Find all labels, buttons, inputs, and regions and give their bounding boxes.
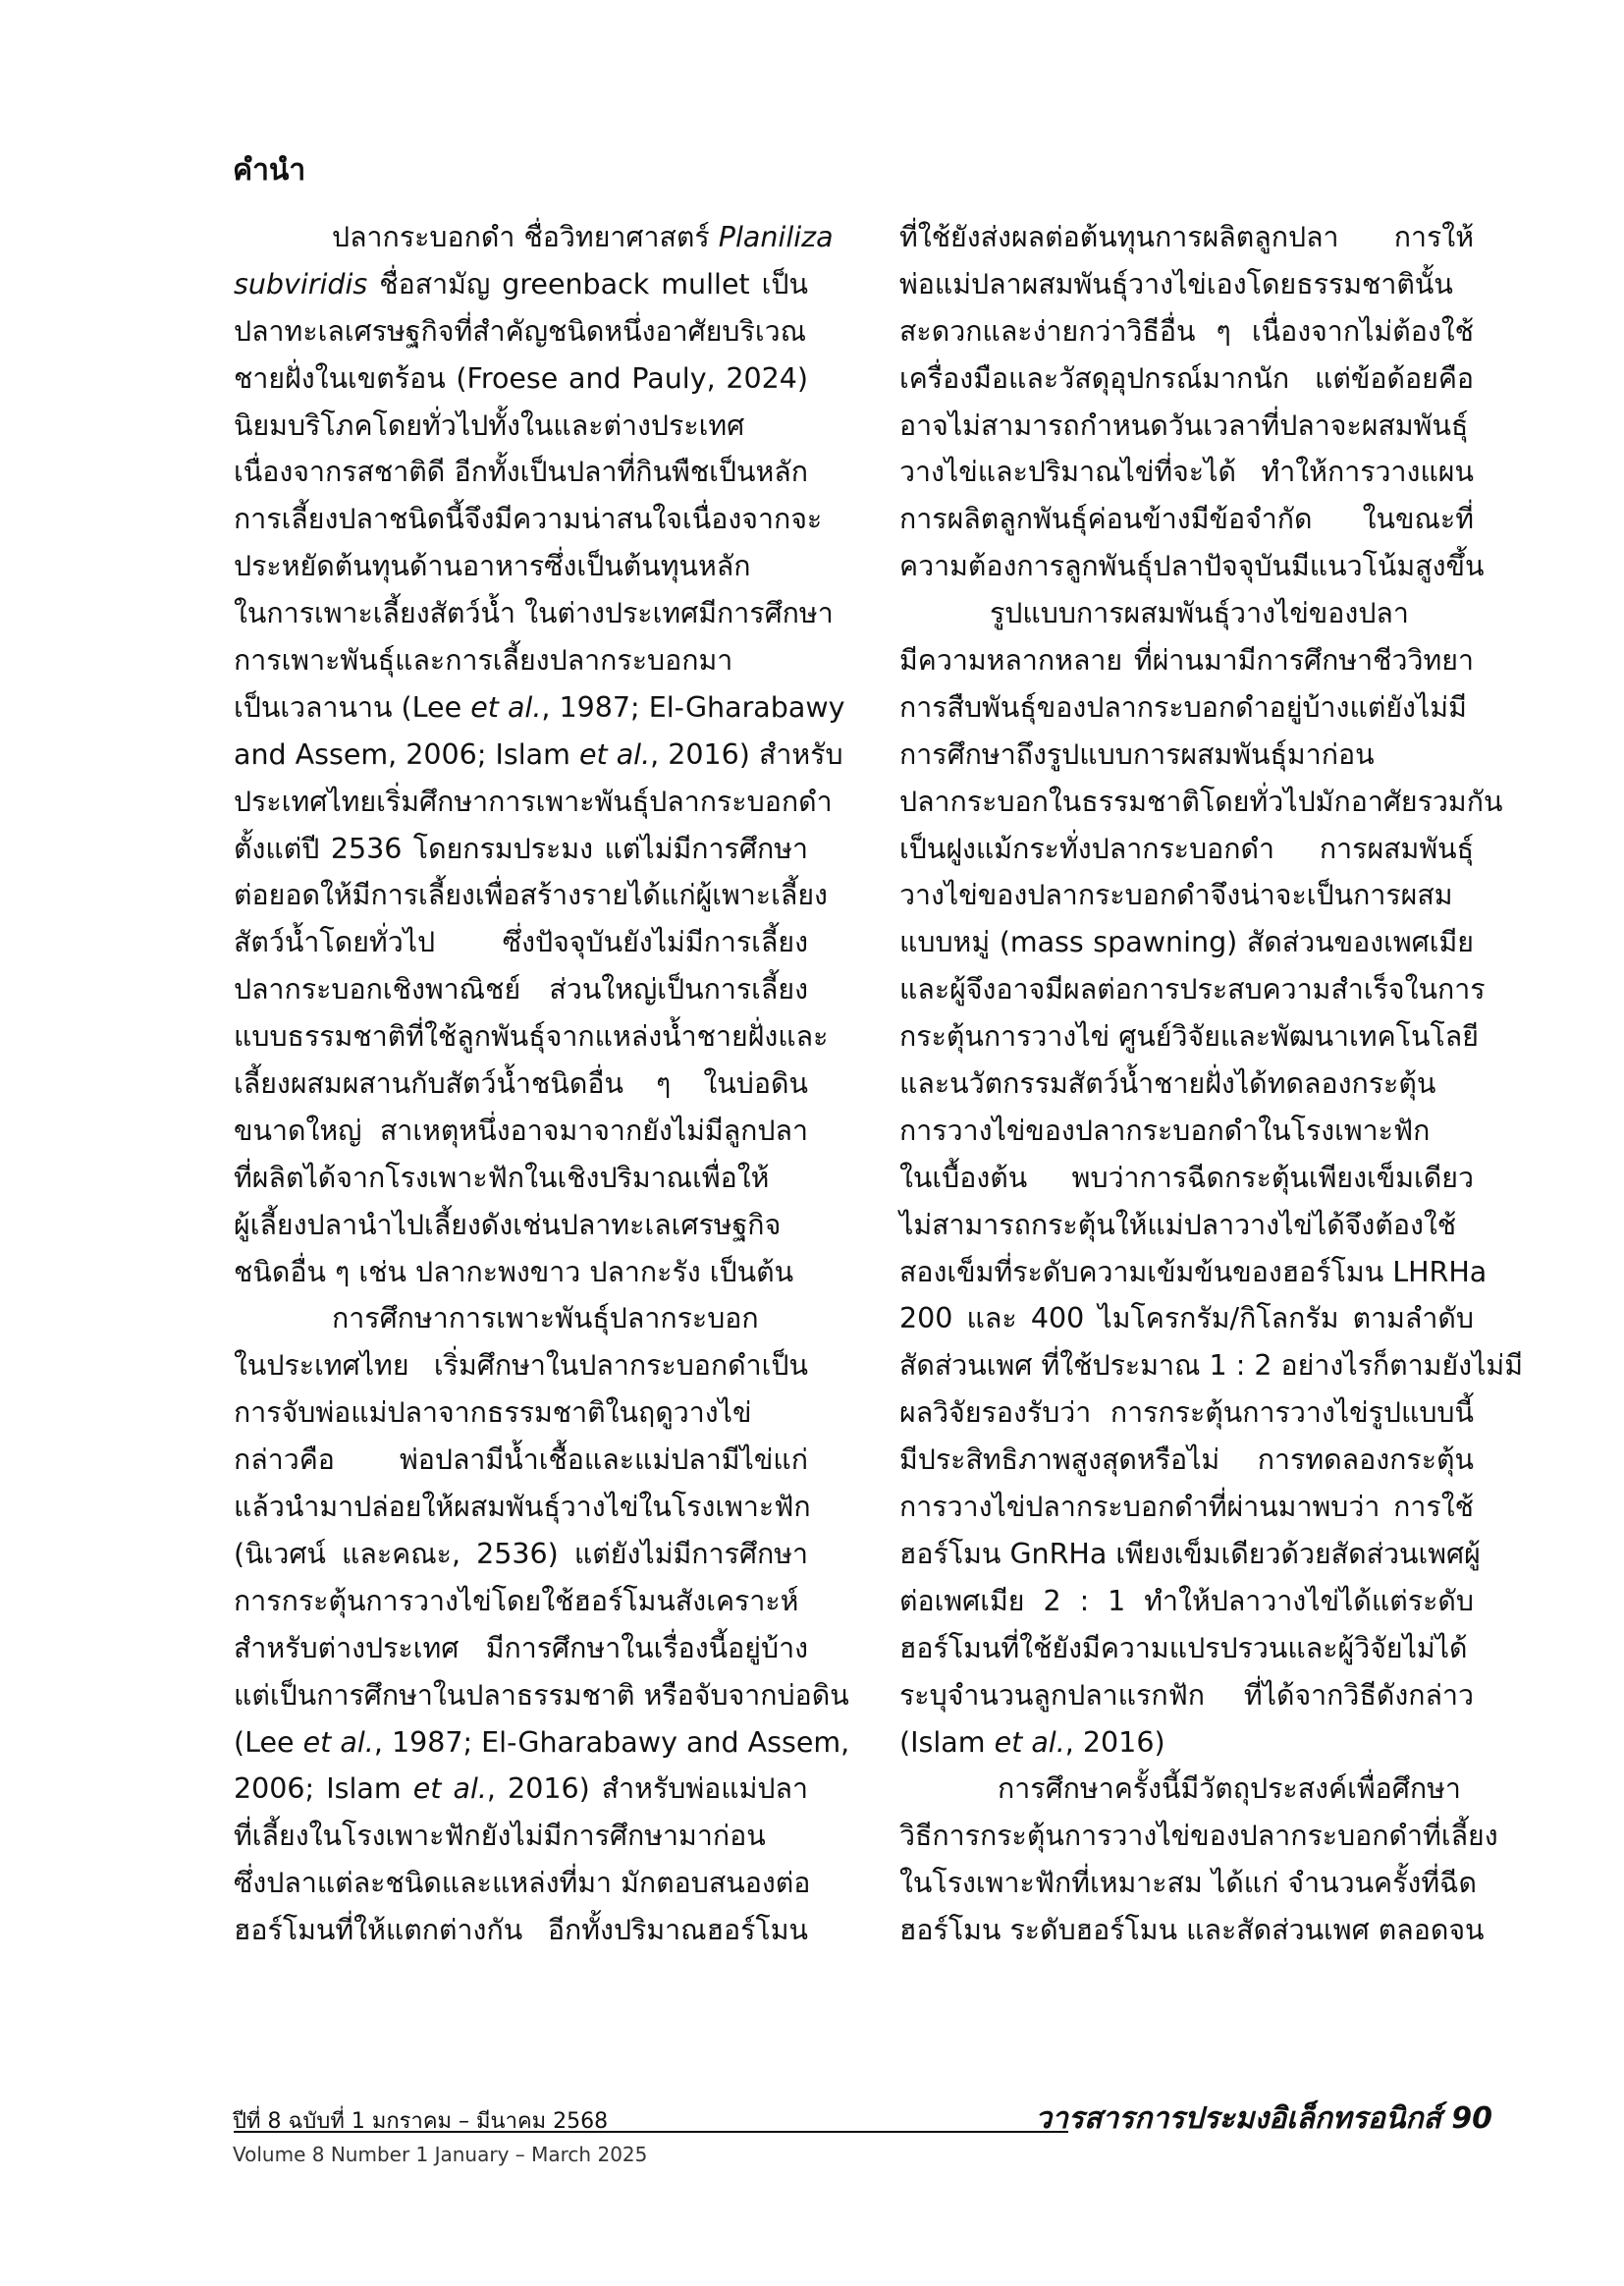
text-segment: การสืบพันธุ์ของปลากระบอกดำอยู่บ้างแต่ยังไม่มี	[899, 690, 1467, 724]
text-segment: ที่ใช้ยังส่งผลต่อต้นทุนการผลิตลูกปลา การให้	[899, 221, 1474, 253]
text-segment: ฮอร์โมน ระดับฮอร์โมน และสัดส่วนเพศ ตลอดจน	[899, 1914, 1485, 1947]
text-line	[234, 590, 834, 637]
text-line	[234, 637, 808, 684]
text-segment: ในประเทศไทย เริ่มศึกษาในปลากระบอกดำเป็น	[234, 1349, 808, 1383]
footer-issue-thai: ปีที่ 8 ฉบับที่ 1 มกราคม – มีนาคม 2568	[233, 2109, 609, 2134]
text-line	[234, 1155, 808, 1202]
text-segment: เลี้ยงผสมผสานกับสัตว์น้ำชนิดอื่น ๆ ในบ่อดิน	[234, 1067, 808, 1101]
text-line	[899, 590, 1474, 637]
text-line	[234, 1625, 808, 1672]
text-segment: สองเข็มที่ระดับความเข้มข้นของฮอร์โมน LHRHa	[899, 1255, 1488, 1288]
text-line	[899, 308, 1474, 355]
text-line	[234, 1295, 808, 1342]
text-line	[234, 872, 828, 919]
text-segment: ชายฝั่งในเขตร้อน (Froese and Pauly, 2024)	[234, 361, 808, 395]
text-line	[234, 403, 808, 450]
text-line	[234, 919, 808, 966]
footer-journal-title-page: วารสารการประมงอิเล็กทรอนิกส์ 90	[1035, 2101, 1492, 2136]
text-segment: ต่อยอดให้มีการเลี้ยงเพื่อสร้างรายได้แก่ผู้เพาะเลี้ยง	[234, 879, 828, 912]
text-segment: การศึกษาการเพาะพันธุ์ปลากระบอก	[332, 1302, 759, 1335]
text-line	[899, 543, 1485, 590]
text-line	[234, 732, 843, 779]
text-segment: , 2016) สำหรับ	[650, 737, 843, 771]
text-segment: การกระตุ้นการวางไข่โดยใช้ฮอร์โมนสังเคราะห์	[234, 1584, 799, 1617]
italic-segment: subviridis	[234, 267, 368, 300]
text-segment: ความต้องการลูกพันธุ์ปลาปัจจุบันมีแนวโน้มสูงขึ้น	[899, 550, 1485, 583]
text-segment: ระบุจำนวนลูกปลาแรกฟัก ที่ได้จากวิธีดังกล่าว	[899, 1678, 1474, 1712]
text-segment: , 1987; El-Gharabawy and Assem,	[373, 1725, 850, 1759]
text-segment: , 2016)	[1064, 1725, 1165, 1759]
text-line	[234, 308, 808, 355]
text-segment: นิยมบริโภคโดยทั่วไปทั้งในและต่างประเทศ	[234, 408, 745, 442]
text-line	[899, 1061, 1474, 1108]
text-segment: ปลากระบอกในธรรมชาติโดยทั่วไปมักอาศัยรวมกัน	[899, 785, 1503, 818]
text-segment: ในโรงเพาะฟักที่เหมาะสม ได้แก่ จำนวนครั้งที่ฉีด	[899, 1867, 1478, 1900]
text-segment: กล่าวคือ พ่อปลามีน้ำเชื้อและแม่ปลามีไข่แก่	[234, 1443, 808, 1477]
text-line	[899, 449, 1474, 496]
text-segment: ผู้เลี้ยงปลานำไปเลี้ยงดังเช่นปลาทะเลเศรษฐกิจ	[234, 1208, 782, 1241]
text-segment: การผลิตลูกพันธุ์ค่อนข้างมีข้อจำกัด ในขณะที่	[899, 503, 1474, 536]
text-line	[899, 1672, 1474, 1719]
text-line	[234, 1013, 829, 1061]
italic-segment: Planiliza	[718, 221, 834, 253]
text-segment: มีความหลากหลาย ที่ผ่านมามีการศึกษาชีววิทยา	[899, 644, 1474, 678]
text-line	[234, 1061, 808, 1108]
text-segment: เป็นเวลานาน (Lee	[234, 690, 471, 724]
text-line	[899, 496, 1474, 543]
text-line	[899, 1249, 1488, 1296]
text-line	[899, 1202, 1474, 1249]
text-line	[899, 919, 1474, 966]
text-segment: การศึกษาถึงรูปแบบการผสมพันธุ์มาก่อน	[899, 737, 1375, 771]
text-line	[899, 214, 1474, 261]
text-segment: สัดส่วนเพศ ที่ใช้ประมาณ 1 : 2 อย่างไรก็ตามยังไม่มี	[899, 1349, 1524, 1383]
text-segment: ประเทศไทยเริ่มศึกษาการเพาะพันธุ์ปลากระบอกดำ	[234, 785, 833, 818]
text-segment: and Assem, 2006; Islam	[234, 737, 579, 771]
text-segment: และนวัตกรรมสัตว์น้ำชายฝั่งได้ทดลองกระตุ้น	[899, 1067, 1436, 1101]
text-segment: รูปแบบการผสมพันธุ์วางไข่ของปลา	[990, 597, 1409, 630]
text-segment: (Islam	[899, 1725, 995, 1759]
text-segment: สำหรับต่างประเทศ มีการศึกษาในเรื่องนี้อยู่บ้าง	[234, 1631, 808, 1664]
text-line	[234, 1719, 850, 1767]
text-line	[234, 496, 823, 543]
text-segment: พ่อแม่ปลาผสมพันธุ์วางไข่เองโดยธรรมชาตินั้น	[899, 267, 1453, 300]
text-line	[899, 1155, 1474, 1202]
text-line	[899, 1013, 1479, 1061]
text-line	[234, 966, 808, 1013]
text-line	[899, 1860, 1478, 1907]
text-line	[899, 1108, 1474, 1155]
section-heading: คำนำ	[233, 153, 306, 188]
text-line	[234, 1813, 808, 1860]
text-segment: ชนิดอื่น ๆ เช่น ปลากะพงขาว ปลากะรัง เป็นต้น	[234, 1255, 794, 1288]
text-line	[899, 1907, 1485, 1954]
text-segment: เนื่องจากรสชาติดี อีกทั้งเป็นปลาที่กินพืชเป็นหลัก	[234, 456, 808, 489]
text-line	[899, 826, 1474, 873]
text-line	[899, 261, 1474, 308]
text-line	[234, 543, 808, 590]
text-line	[234, 1389, 808, 1437]
text-line	[234, 1766, 808, 1813]
text-segment: 200 และ 400 ไมโครกรัม/กิโลกรัม ตามลำดับ	[899, 1302, 1474, 1335]
text-line	[899, 1719, 1474, 1767]
italic-segment: et al.	[302, 1725, 374, 1759]
text-segment: การวางไข่ปลากระบอกดำที่ผ่านมาพบว่า การใช้	[899, 1491, 1474, 1524]
text-line	[899, 1531, 1481, 1578]
text-line	[234, 261, 808, 308]
text-line	[234, 355, 808, 403]
text-segment: ในการเพาะเลี้ยงสัตว์น้ำ ในต่างประเทศมีการศึกษา	[234, 597, 834, 630]
text-line	[899, 1813, 1498, 1860]
text-segment: ต่อเพศเมีย 2 : 1 ทำให้ปลาวางไข่ได้แต่ระดับ	[899, 1584, 1474, 1617]
text-line	[234, 1249, 808, 1296]
text-segment: ที่เลี้ยงในโรงเพาะฟักยังไม่มีการศึกษามาก่อน	[234, 1820, 766, 1853]
footer-issue-english: Volume 8 Number 1 January – March 2025	[233, 2143, 648, 2166]
text-line	[899, 1484, 1474, 1531]
text-segment: , 2016) สำหรับพ่อแม่ปลา	[486, 1772, 808, 1806]
text-line	[899, 1342, 1524, 1389]
footer-rule	[234, 2131, 1068, 2133]
text-line	[899, 1295, 1474, 1342]
text-segment: อาจไม่สามารถกำหนดวันเวลาที่ปลาจะผสมพันธุ์	[899, 408, 1469, 442]
text-line	[234, 214, 834, 261]
text-segment: (นิเวศน์ และคณะ, 2536) แต่ยังไม่มีการศึกษา	[234, 1537, 808, 1570]
text-line	[234, 1437, 808, 1484]
text-segment: วิธีการกระตุ้นการวางไข่ของปลากระบอกดำที่เลี้ยง	[899, 1820, 1498, 1853]
text-line	[234, 449, 808, 496]
text-line	[234, 684, 845, 732]
text-segment: การจับพ่อแม่ปลาจากธรรมชาติในฤดูวางไข่	[234, 1396, 752, 1430]
italic-segment: et al.	[412, 1772, 487, 1806]
text-line	[899, 637, 1474, 684]
text-segment: ที่ผลิตได้จากโรงเพาะฟักในเชิงปริมาณเพื่อให้	[234, 1161, 770, 1194]
text-line	[234, 1202, 808, 1249]
text-segment: ตั้งแต่ปี 2536 โดยกรมประมง แต่ไม่มีการศึกษา	[234, 832, 808, 865]
text-segment: ฮอร์โมนที่ให้แตกต่างกัน อีกทั้งปริมาณฮอร์โมน	[234, 1914, 808, 1947]
text-line	[899, 1625, 1474, 1672]
italic-segment: et al.	[470, 690, 542, 724]
text-segment: แบบธรรมชาติที่ใช้ลูกพันธุ์จากแหล่งน้ำชายฝั่งและ	[234, 1020, 829, 1054]
text-line	[899, 355, 1474, 403]
text-segment: การศึกษาครั้งนี้มีวัตถุประสงค์เพื่อศึกษา	[998, 1772, 1461, 1806]
text-segment: ประหยัดต้นทุนด้านอาหารซึ่งเป็นต้นทุนหลัก	[234, 550, 751, 583]
text-segment: สะดวกและง่ายกว่าวิธีอื่น ๆ เนื่องจากไม่ต้องใช้	[899, 314, 1474, 348]
text-line	[234, 1672, 849, 1719]
text-segment: สัตว์น้ำโดยทั่วไป ซึ่งปัจจุบันยังไม่มีการเลี้ยง	[234, 926, 808, 959]
text-line	[234, 1108, 808, 1155]
text-segment: ปลาทะเลเศรษฐกิจที่สำคัญชนิดหนึ่งอาศัยบริเวณ	[234, 314, 807, 348]
text-line	[899, 732, 1474, 779]
text-segment: เครื่องมือและวัสดุอุปกรณ์มากนัก แต่ข้อด้อยคือ	[899, 361, 1474, 395]
text-segment: แบบหมู่ (mass spawning) สัดส่วนของเพศเมีย	[899, 926, 1474, 959]
text-segment: ในเบื้องต้น พบว่าการฉีดกระตุ้นเพียงเข็มเดียว	[899, 1161, 1474, 1194]
text-segment: 2006; Islam	[234, 1772, 413, 1806]
text-segment: การวางไข่ของปลากระบอกดำในโรงเพาะฟัก	[899, 1114, 1431, 1147]
text-line	[899, 1437, 1474, 1484]
text-segment: ปลากระบอกเชิงพาณิชย์ ส่วนใหญ่เป็นการเลี้ยง	[234, 973, 808, 1007]
text-segment: เป็นฝูงแม้กระทั่งปลากระบอกดำ การผสมพันธุ์	[899, 832, 1474, 865]
text-segment: ผลวิจัยรองรับว่า การกระตุ้นการวางไข่รูปแบบนี้	[899, 1396, 1474, 1430]
text-segment: มีประสิทธิภาพสูงสุดหรือไม่ การทดลองกระตุ้น	[899, 1443, 1474, 1477]
text-line	[899, 403, 1474, 450]
text-line	[899, 872, 1474, 919]
text-line	[234, 1578, 808, 1625]
text-segment: แต่เป็นการศึกษาในปลาธรรมชาติ หรือจับจากบ่อดิน	[234, 1678, 849, 1712]
text-segment: และผู้จึงอาจมีผลต่อการประสบความสำเร็จในการ	[899, 973, 1486, 1007]
text-line	[899, 684, 1474, 732]
text-line	[234, 779, 833, 826]
text-line	[899, 1578, 1474, 1625]
text-line	[234, 826, 808, 873]
italic-segment: et al.	[578, 737, 651, 771]
text-segment: แล้วนำมาปล่อยให้ผสมพันธุ์วางไข่ในโรงเพาะฟัก	[234, 1491, 811, 1524]
text-segment: ขนาดใหญ่ สาเหตุหนึ่งอาจมาจากยังไม่มีลูกปลา	[234, 1114, 808, 1147]
text-segment: ฮอร์โมน GnRHa เพียงเข็มเดียวด้วยสัดส่วนเพศผู้	[899, 1537, 1481, 1570]
left-text-column	[234, 214, 850, 1954]
text-segment: วางไข่ของปลากระบอกดำจึงน่าจะเป็นการผสม	[899, 879, 1453, 912]
text-segment: , 1987; El-Gharabawy	[541, 690, 845, 724]
text-line	[234, 1531, 808, 1578]
text-segment: (Lee	[234, 1725, 303, 1759]
text-line	[899, 779, 1503, 826]
text-segment: วางไข่และปริมาณไข่ที่จะได้ ทำให้การวางแผน	[899, 456, 1474, 489]
text-line	[234, 1342, 808, 1389]
text-line	[899, 966, 1486, 1013]
text-segment: ฮอร์โมนที่ใช้ยังมีความแปรปรวนและผู้วิจัยไม่ได้	[899, 1631, 1468, 1664]
text-line	[234, 1484, 811, 1531]
text-segment: ซึ่งปลาแต่ละชนิดและแหล่งที่มา มักตอบสนองต่อ	[234, 1867, 811, 1900]
text-line	[234, 1860, 811, 1907]
text-segment: กระตุ้นการวางไข่ ศูนย์วิจัยและพัฒนาเทคโนโลยี	[899, 1020, 1479, 1054]
italic-segment: et al.	[994, 1725, 1065, 1759]
text-segment: ปลากระบอกดำ ชื่อวิทยาศาสตร์	[332, 221, 719, 253]
right-text-column	[899, 214, 1524, 1954]
text-segment: ไม่สามารถกระตุ้นให้แม่ปลาวางไข่ได้จึงต้องใช้	[899, 1208, 1457, 1241]
text-segment: การเพาะพันธุ์และการเลี้ยงปลากระบอกมา	[234, 644, 733, 678]
text-segment: การเลี้ยงปลาชนิดนี้จึงมีความน่าสนใจเนื่องจากจะ	[234, 503, 823, 536]
text-line	[899, 1766, 1474, 1813]
text-line	[899, 1389, 1474, 1437]
text-segment: ชื่อสามัญ greenback mullet เป็น	[367, 267, 808, 300]
text-line	[234, 1907, 808, 1954]
